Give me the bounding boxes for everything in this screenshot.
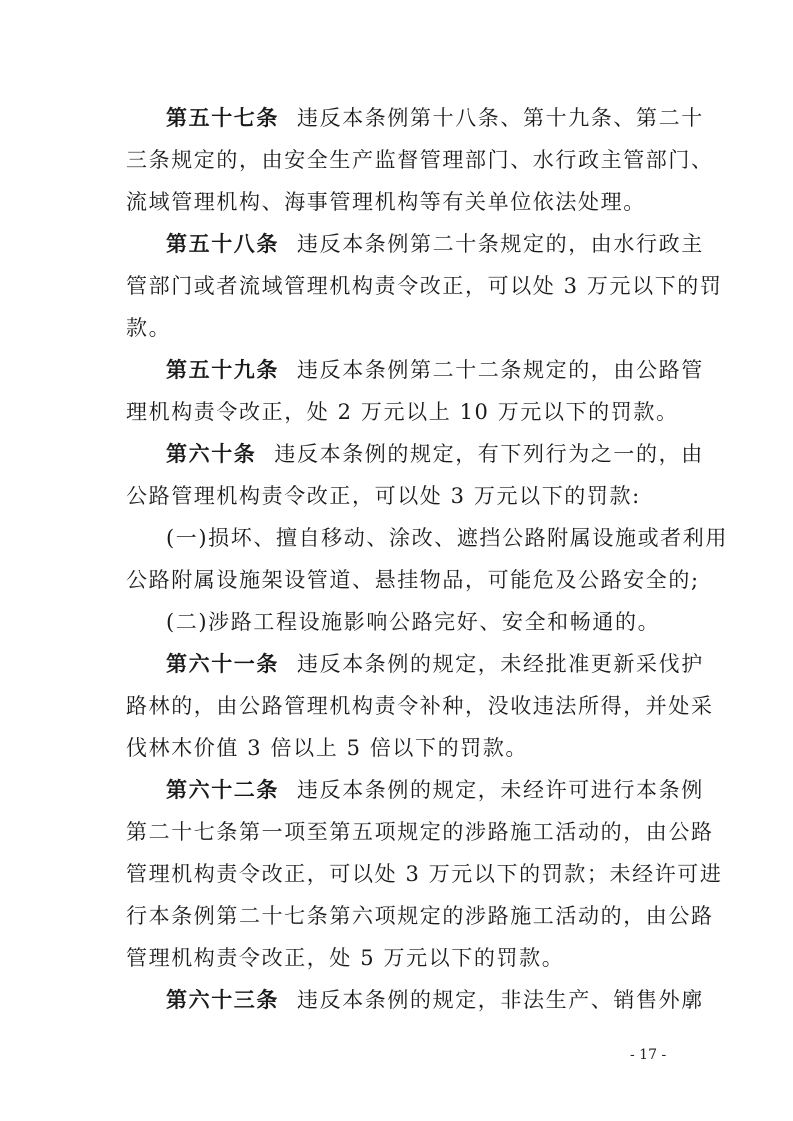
article-58-line-3: 款。 — [126, 316, 172, 340]
article-58-line-2: 管部门或者流域管理机构责令改正，可以处 3 万元以下的罚 — [126, 274, 723, 298]
article-59-line-2: 理机构责令改正，处 2 万元以上 10 万元以下的罚款。 — [126, 400, 679, 424]
article-62-text-1: 违反本条例的规定，未经许可进行本条例 — [297, 778, 704, 802]
article-62-heading: 第六十二条 — [166, 778, 279, 802]
article-59-text-1: 违反本条例第二十二条规定的，由公路管 — [297, 358, 704, 382]
article-57-line-2: 三条规定的，由安全生产监督管理部门、水行政主管部门、 — [126, 148, 714, 172]
article-62-line-5: 管理机构责令改正，处 5 万元以下的罚款。 — [126, 946, 565, 970]
article-60-heading: 第六十条 — [166, 442, 257, 466]
article-62-line-4: 行本条例第二十七条第六项规定的涉路施工活动的，由公路 — [126, 904, 714, 928]
article-60-line-2: 公路管理机构责令改正，可以处 3 万元以下的罚款: — [126, 484, 641, 508]
article-63-text-1: 违反本条例的规定，非法生产、销售外廓 — [297, 988, 704, 1012]
article-61-line-1 — [166, 650, 726, 678]
article-63-line-1 — [166, 986, 726, 1014]
article-61-heading: 第六十一条 — [166, 652, 279, 676]
item-1-line-2: 公路附属设施架设管道、悬挂物品，可能危及公路安全的; — [126, 568, 700, 592]
article-57-line-1 — [166, 104, 726, 132]
article-63-heading: 第六十三条 — [166, 988, 279, 1012]
article-61-line-2: 路林的，由公路管理机构责令补种，没收违法所得，并处采 — [126, 694, 714, 718]
article-61-line-3: 伐林木价值 3 倍以上 5 倍以下的罚款。 — [126, 736, 529, 760]
article-62-line-1 — [166, 776, 726, 804]
article-59-heading: 第五十九条 — [166, 358, 279, 382]
item-2-line-1: (二)涉路工程设施影响公路完好、安全和畅通的。 — [166, 610, 661, 634]
article-62-line-2: 第二十七条第一项至第五项规定的涉路施工活动的，由公路 — [126, 820, 714, 844]
item-1-line-1: (一)损坏、擅自移动、涂改、遮挡公路附属设施或者利用 — [166, 526, 728, 550]
article-61-text-1: 违反本条例的规定，未经批准更新采伐护 — [297, 652, 704, 676]
article-58-heading: 第五十八条 — [166, 232, 279, 256]
article-57-line-3: 流域管理机构、海事管理机构等有关单位依法处理。 — [126, 190, 646, 214]
page-number: - 17 - — [630, 1047, 667, 1063]
article-57-heading: 第五十七条 — [166, 106, 279, 130]
article-57-text-1: 违反本条例第十八条、第十九条、第二十 — [297, 106, 704, 130]
article-58-line-1 — [166, 230, 726, 258]
article-60-line-1 — [166, 440, 726, 468]
article-59-line-1 — [166, 356, 726, 384]
article-58-text-1: 违反本条例第二十条规定的，由水行政主 — [297, 232, 704, 256]
article-60-text-1: 违反本条例的规定，有下列行为之一的，由 — [274, 442, 704, 466]
article-62-line-3: 管理机构责令改正，可以处 3 万元以下的罚款；未经许可进 — [126, 862, 723, 886]
